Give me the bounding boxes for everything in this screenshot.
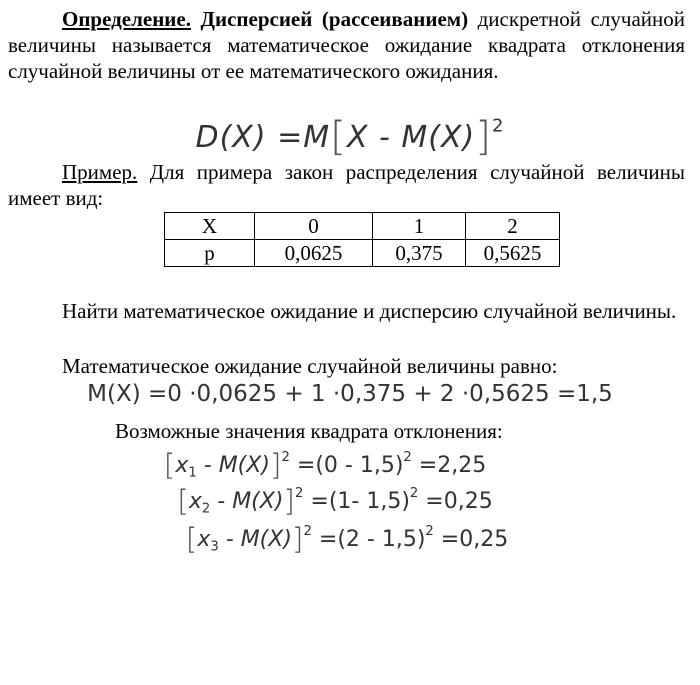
dev-index: 3 xyxy=(210,539,219,555)
bracket-close: ] xyxy=(291,522,304,557)
formula-power: 2 xyxy=(492,115,505,137)
table-cell: 1 xyxy=(373,213,466,240)
expectation-label: Математическое ожидание случайной величины равно: xyxy=(62,354,558,378)
dev-mid: - M(X) xyxy=(210,489,284,514)
definition-term: Дисперсией (рассеиванием) xyxy=(200,7,469,31)
table-cell: 2 xyxy=(466,213,560,240)
dev-result: =0,25 xyxy=(418,489,493,514)
bracket-open: [ xyxy=(177,484,189,519)
variance-formula xyxy=(0,112,700,160)
deviation-formula-1 xyxy=(0,448,675,483)
dev-index: 2 xyxy=(201,501,211,517)
bracket-open: [ xyxy=(163,448,176,483)
dev-rhs: =(0 - 1,5) xyxy=(289,453,404,478)
table-cell: X xyxy=(165,213,255,240)
dev-power: 2 xyxy=(295,485,304,501)
dev-mid: - M(X) xyxy=(196,453,270,478)
example-text: Для примера закон распределения случайной величины имеет вид: xyxy=(8,160,685,210)
definition-label: Определение. xyxy=(62,7,191,31)
dev-index: 1 xyxy=(188,465,197,481)
table-row xyxy=(165,213,560,240)
table-cell: 0,5625 xyxy=(466,240,560,267)
dev-rhs: =(1- 1,5) xyxy=(303,489,410,514)
formula-eq: = xyxy=(266,120,304,155)
definition-text: дискретной случайной величины называется математическое ожидание квадрата отклонения случайной величины от ее математического ожидания. xyxy=(8,7,685,83)
dev-result: =0,25 xyxy=(433,527,509,552)
dev-mid: - M(X) xyxy=(218,527,292,552)
distribution-table xyxy=(164,212,560,267)
dev-x: x xyxy=(197,527,211,552)
example-paragraph xyxy=(8,159,685,211)
expectation-formula: M(X) =0 ·0,0625 + 1 ·0,375 + 2 ·0,5625 =1,5 xyxy=(87,381,613,407)
bracket-open: [ xyxy=(185,522,198,557)
bracket-close: ] xyxy=(269,448,282,483)
example-label: Пример. xyxy=(62,160,138,184)
dev-x: x xyxy=(188,489,202,514)
dev-rhs: =(2 - 1,5) xyxy=(311,527,426,552)
dev-x: x xyxy=(175,453,189,478)
formula-inner: X - M(X) xyxy=(346,120,476,155)
dev-power: 2 xyxy=(281,449,290,465)
bracket-open: [ xyxy=(330,112,347,160)
formula-m: M xyxy=(303,120,331,155)
bracket-close: ] xyxy=(283,484,296,519)
bracket-close: ] xyxy=(475,112,493,160)
table-cell: 0 xyxy=(255,213,373,240)
table-cell: 0,0625 xyxy=(255,240,373,267)
dev-power: 2 xyxy=(425,523,434,539)
deviation-formula-3 xyxy=(0,522,697,557)
task-paragraph: Найти математическое ожидание и дисперсию случайной величины. xyxy=(62,299,677,323)
table-cell: 0,375 xyxy=(373,240,466,267)
deviation-formula-2 xyxy=(0,484,685,519)
dev-power: 2 xyxy=(303,523,312,539)
deviations-label: Возможные значения квадрата отклонения: xyxy=(115,419,503,443)
dev-power: 2 xyxy=(403,449,412,465)
formula-lhs: D(X) xyxy=(195,120,267,155)
definition-paragraph xyxy=(8,6,685,84)
dev-power: 2 xyxy=(409,485,419,501)
table-row xyxy=(165,240,560,267)
dev-result: =2,25 xyxy=(411,453,487,478)
table-cell: p xyxy=(165,240,255,267)
